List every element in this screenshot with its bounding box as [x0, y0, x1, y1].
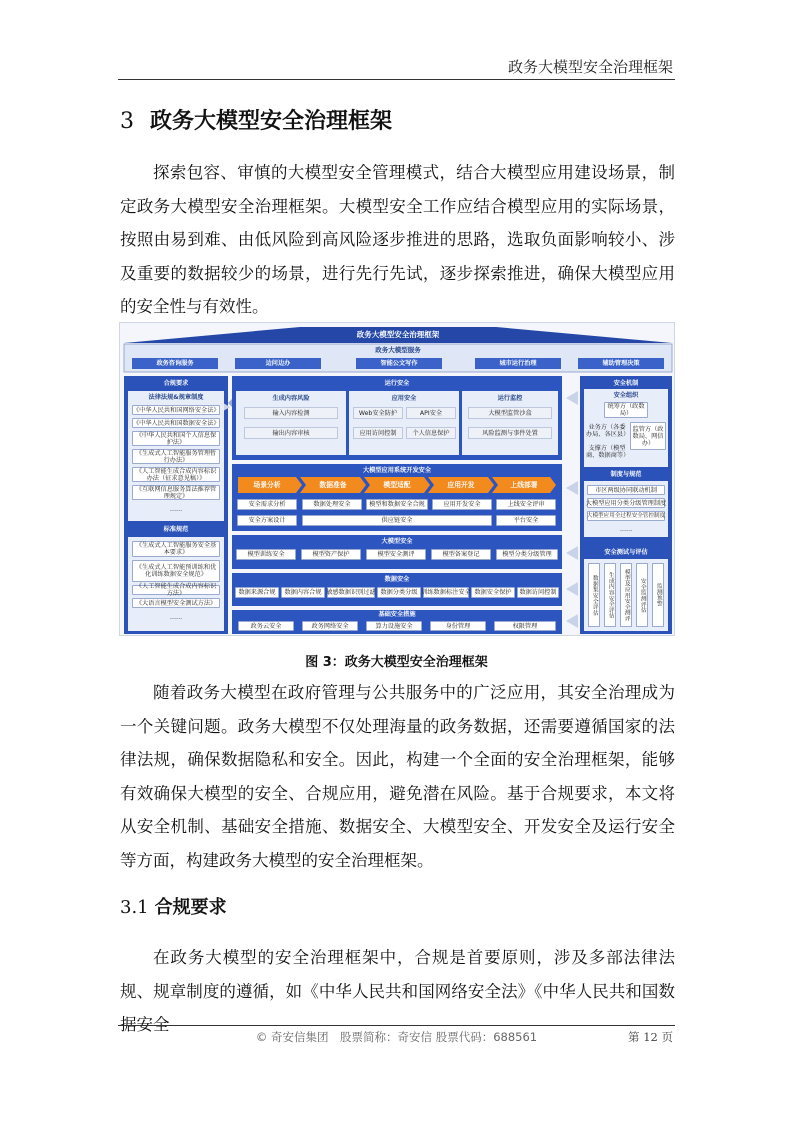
law-item: 《中华人民共和国数据安全法》 [133, 419, 220, 427]
runtime-item: Web安全防护 [353, 407, 403, 419]
runtime-item: 输出内容审核 [244, 427, 338, 439]
datasec-item: 数据分类分级 [377, 587, 421, 598]
org-item: 业务方（各委办局、各区县） [586, 424, 630, 438]
compliance-title: 合规要求 [163, 380, 189, 387]
rules-title: 制度与规范 [610, 470, 642, 478]
arrow-left-1 [228, 399, 232, 407]
page-number: 第 12 页 [628, 1030, 673, 1044]
runtime-item: 应用访问控制 [353, 427, 403, 439]
law-item: 《人工智能生成合成内容标识办法（征求意见稿）》 [132, 467, 220, 482]
rule-item: 市区两级协同联动机制 [587, 485, 665, 495]
modelsec-title: 大模型安全 [381, 537, 413, 545]
laws-title: 法律法规&规章制度 [148, 394, 204, 401]
services-title: 政务大模型服务 [375, 345, 421, 354]
modelsec-item: 模型资产保护 [301, 549, 361, 560]
standard-item: 《大语言模型安全测试方法》 [132, 598, 220, 608]
stage-label: 应用开发 [447, 480, 475, 489]
test-item: 生成内容安全评估 [604, 563, 616, 627]
infra-item: 政务网络安全 [302, 621, 358, 631]
datasec-title: 数据安全 [384, 575, 410, 583]
datasec-item: 训练数据标注安全 [421, 589, 471, 596]
footer-company: © 奇安信集团 股票简称：奇安信 股票代码：688561 [255, 1030, 538, 1044]
devsec-item: 应用开发安全 [432, 499, 492, 510]
arrow-right-4 [566, 582, 578, 596]
service-item: 政务咨询服务 [132, 358, 218, 369]
header-rule [118, 79, 675, 80]
rule-item: 大模型应用全过程安全管控制度 [587, 511, 665, 521]
devsec-title: 大模型应用系统开发安全 [362, 466, 432, 474]
arrow-right-5 [566, 614, 578, 628]
runtime-item: 风险监测与事件处置 [468, 427, 552, 439]
runtime-item: 输入内容检测 [244, 407, 338, 419]
test-item: 安全监测评估 [636, 563, 648, 627]
footer-rule [118, 1025, 675, 1026]
law-item: …… [169, 505, 183, 513]
body-paragraph-2: 随着政务大模型在政府管理与公共服务中的广泛应用，其安全治理成为一个关键问题。政务大模型不仅处理海量的政务数据，还需要遵循国家的法律法规，确保数据隐私和安全。因此，构建一个全面的安全治理框架，能够有效确保大模型的安全、合规应用，避免潜在风险。基于合规要求，本文将从安全机制、基础安全措施、数据安全、大模型安全、开发安全及运行安全等方面，构建政务大模型的安全治理框架。 [120, 683, 675, 870]
rule-item: …… [619, 525, 633, 533]
runtime-item: 个人信息保护 [406, 427, 456, 439]
standard-item: 《人工智能生成合成内容标识方法》 [132, 585, 220, 595]
datasec-item: 数据访问控制 [517, 587, 559, 598]
devsec-item: 安全方案设计 [237, 515, 297, 526]
service-item: 城市运行治理 [475, 358, 561, 369]
arrow-right-3 [566, 546, 578, 560]
arrow-right-2 [566, 481, 578, 495]
figure-top-title: 政务大模型安全治理框架 [356, 330, 440, 339]
law-item: 《生成式人工智能服务管理暂行办法》 [132, 449, 220, 464]
running-title: 政务大模型安全治理框架 [507, 58, 673, 76]
datasec-item: 数据安全保护 [471, 587, 515, 598]
infra-item: 身份管理 [430, 621, 486, 631]
infra-item: 算力设施安全 [366, 621, 422, 631]
datasec-item: 数据内容合规 [281, 587, 325, 598]
infra-item: 权限管理 [494, 621, 556, 631]
section-heading [120, 104, 392, 135]
arrow-right-1 [566, 391, 578, 405]
org-item: 支撑方（模型商、数据商等） [586, 445, 630, 459]
standards-title: 标准规范 [163, 526, 189, 533]
subsection-number: 3.1 [120, 897, 149, 918]
figure-caption: 图 3：政务大模型安全治理框架 [305, 655, 488, 670]
modelsec-item: 模型分类分级管理 [496, 549, 558, 560]
org-item: 监管方（政数局、网信办） [630, 422, 666, 450]
standard-item: 《生成式人工智能服务安全基本要求》 [132, 541, 220, 557]
test-item: 监测预警 [652, 563, 664, 627]
standard-item: …… [169, 613, 183, 621]
runtime-group-title: 生成内容风险 [272, 394, 310, 402]
standard-item: 《生成式人工智能预训练和优化训练数据安全规范》 [132, 560, 220, 582]
law-item: 《中华人民共和国网络安全法》 [133, 406, 220, 414]
framework-figure [119, 322, 675, 636]
service-item: 边问边办 [235, 358, 321, 369]
law-item: 《中华人民共和国个人信息保护法》 [132, 431, 220, 446]
devsec-item: 供应链安全 [302, 515, 492, 526]
runtime-group-title: 应用安全 [391, 394, 417, 402]
devsec-item: 数据处理安全 [302, 499, 362, 510]
devsec-item: 模型和数据安全合规 [366, 499, 428, 510]
rule-item: 大模型应用分类分级管理制度 [585, 499, 667, 507]
modelsec-item: 模型训练安全 [236, 549, 296, 560]
runtime-group-title: 运行监控 [497, 394, 523, 402]
subsection-title: 合规要求 [154, 897, 227, 918]
datasec-item: 数据来源合规 [235, 587, 279, 598]
test-item: 数据集安全评估 [588, 563, 600, 627]
devsec-item: 安全需求分析 [237, 499, 297, 510]
service-item: 辅助管理决策 [578, 358, 664, 369]
stage-label: 上线部署 [510, 480, 538, 489]
org-title: 安全组织 [613, 392, 639, 399]
service-item: 智能公文写作 [356, 358, 442, 369]
infra-item: 政务云安全 [238, 621, 294, 631]
test-item: 模型及应用安全测评 [620, 563, 632, 627]
subsection-heading [120, 893, 227, 919]
devsec-item: 平台安全 [496, 515, 556, 526]
runtime-item: API安全 [406, 407, 456, 419]
infra-title: 基础安全措施 [378, 611, 416, 618]
stage-label: 场景分析 [253, 480, 281, 489]
mechanism-title: 安全机制 [613, 379, 639, 387]
datasec-item: 敏感数据识别过滤 [326, 589, 376, 596]
modelsec-item: 模型备案登记 [431, 549, 491, 560]
runtime-title: 运行安全 [384, 380, 410, 387]
modelsec-item: 模型安全测评 [366, 549, 426, 560]
section-number: 3 [120, 109, 134, 134]
runtime-item: 大模型监管沙盒 [468, 407, 552, 419]
body-paragraph-3: 在政务大模型的安全治理框架中，合规是首要原则，涉及多部法律法规、规章制度的遵循，如《中华人民共和国网络安全法》《中华人民共和国数据安全 [120, 948, 675, 1034]
org-item: 统筹方（政数局） [604, 402, 648, 418]
intro-paragraph: 探索包容、审慎的大模型安全管理模式，结合大模型应用建设场景，制定政务大模型安全治理框架。大模型安全工作应结合模型应用的实际场景，按照由易到难、由低风险到高风险逐步推进的思路，选取负面影响较小、涉及重要的数据较少的场景，进行先行先试，逐步探索推进，确保大模型应用的安全性与有效性。 [120, 163, 675, 316]
tests-title: 安全测试与评估 [604, 548, 648, 556]
page-footer [0, 1020, 793, 1050]
running-header [0, 0, 793, 80]
stage-label: 数据准备 [319, 480, 347, 489]
devsec-item: 上线安全评审 [496, 499, 556, 510]
section-title: 政务大模型安全治理框架 [150, 109, 393, 134]
stage-label: 模型适配 [383, 480, 411, 489]
law-item: 《互联网信息服务算法推荐管理规定》 [132, 485, 220, 500]
